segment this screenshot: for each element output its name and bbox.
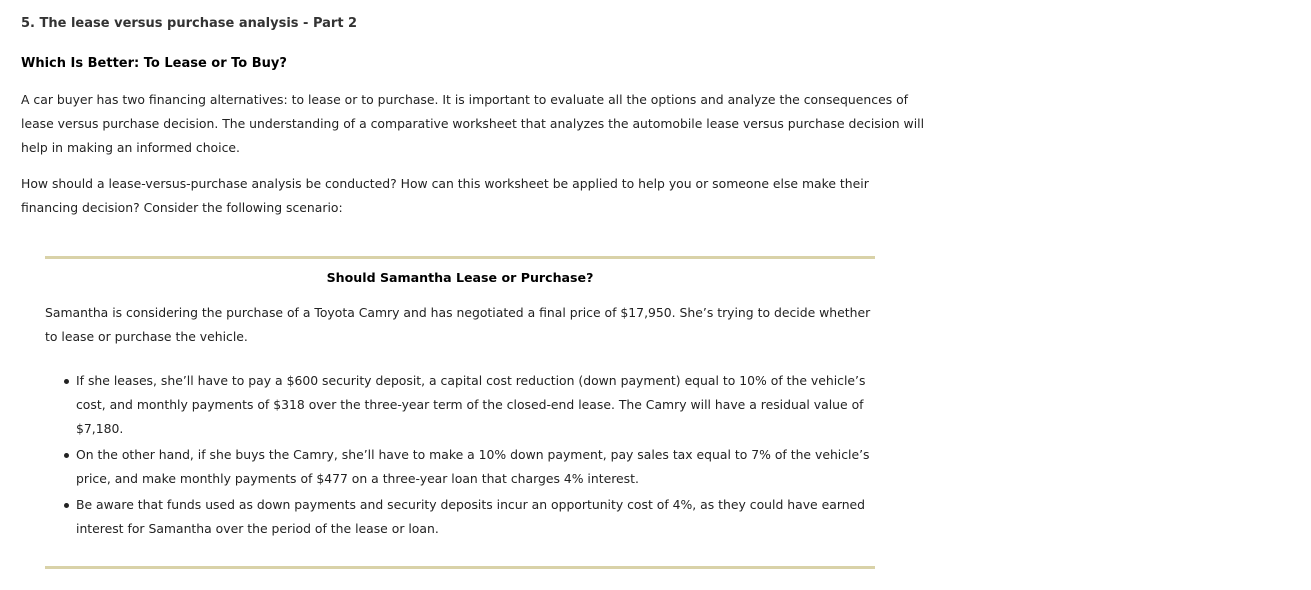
bullet-text-lease: If she leases, she’ll have to pay a $600 security deposit, a capital cost reduction (down payment) equal to 10% of the vehicle’s cost, and monthly payments of $318 over the three-year term of the closed-end lease. The Camry will have a residual value of $7,180.: [76, 373, 866, 436]
scenario-bullet-list: [45, 369, 875, 543]
bullet-text-opportunity-cost: Be aware that funds used as down payments and security deposits incur an opportunity cost of 4%, as they could have earned interest for Samantha over the period of the lease or loan.: [76, 497, 866, 536]
list-item: [45, 493, 875, 541]
list-item: [45, 443, 875, 491]
bullet-text-purchase: On the other hand, if she buys the Camry, she’ll have to make a 10% down payment, pay sales tax equal to 7% of the vehicle’s price, and make monthly payments of $477 on a three-year loan that charges 4% interest.: [76, 447, 870, 486]
bullet-icon: [64, 453, 69, 458]
list-item: [45, 369, 875, 441]
intro-paragraph: A car buyer has two financing alternatives: to lease or to purchase. It is important to evaluate all the options and analyze the consequences of lease versus purchase decision. The understanding of a comparative worksheet that analyzes the automobile lease versus purchase decision will help in making an informed choice.: [21, 92, 925, 155]
question-paragraph: How should a lease-versus-purchase analysis be conducted? How can this worksheet be applied to help you or someone else make their financing decision? Consider the following scenario:: [21, 176, 869, 215]
scenario-title: Should Samantha Lease or Purchase?: [326, 270, 594, 285]
section-heading: Which Is Better: To Lease or To Buy?: [21, 56, 287, 71]
scenario-intro: Samantha is considering the purchase of a Toyota Camry and has negotiated a final price of $17,950. She’s trying to decide whether to lease or purchase the vehicle.: [45, 305, 871, 344]
page-title: 5. The lease versus purchase analysis - Part 2: [21, 16, 358, 31]
scenario-box: [45, 256, 875, 570]
scenario-bottom-divider: [45, 566, 875, 569]
scenario-top-divider: [45, 256, 875, 259]
bullet-icon: [64, 379, 69, 384]
bullet-icon: [64, 503, 69, 508]
